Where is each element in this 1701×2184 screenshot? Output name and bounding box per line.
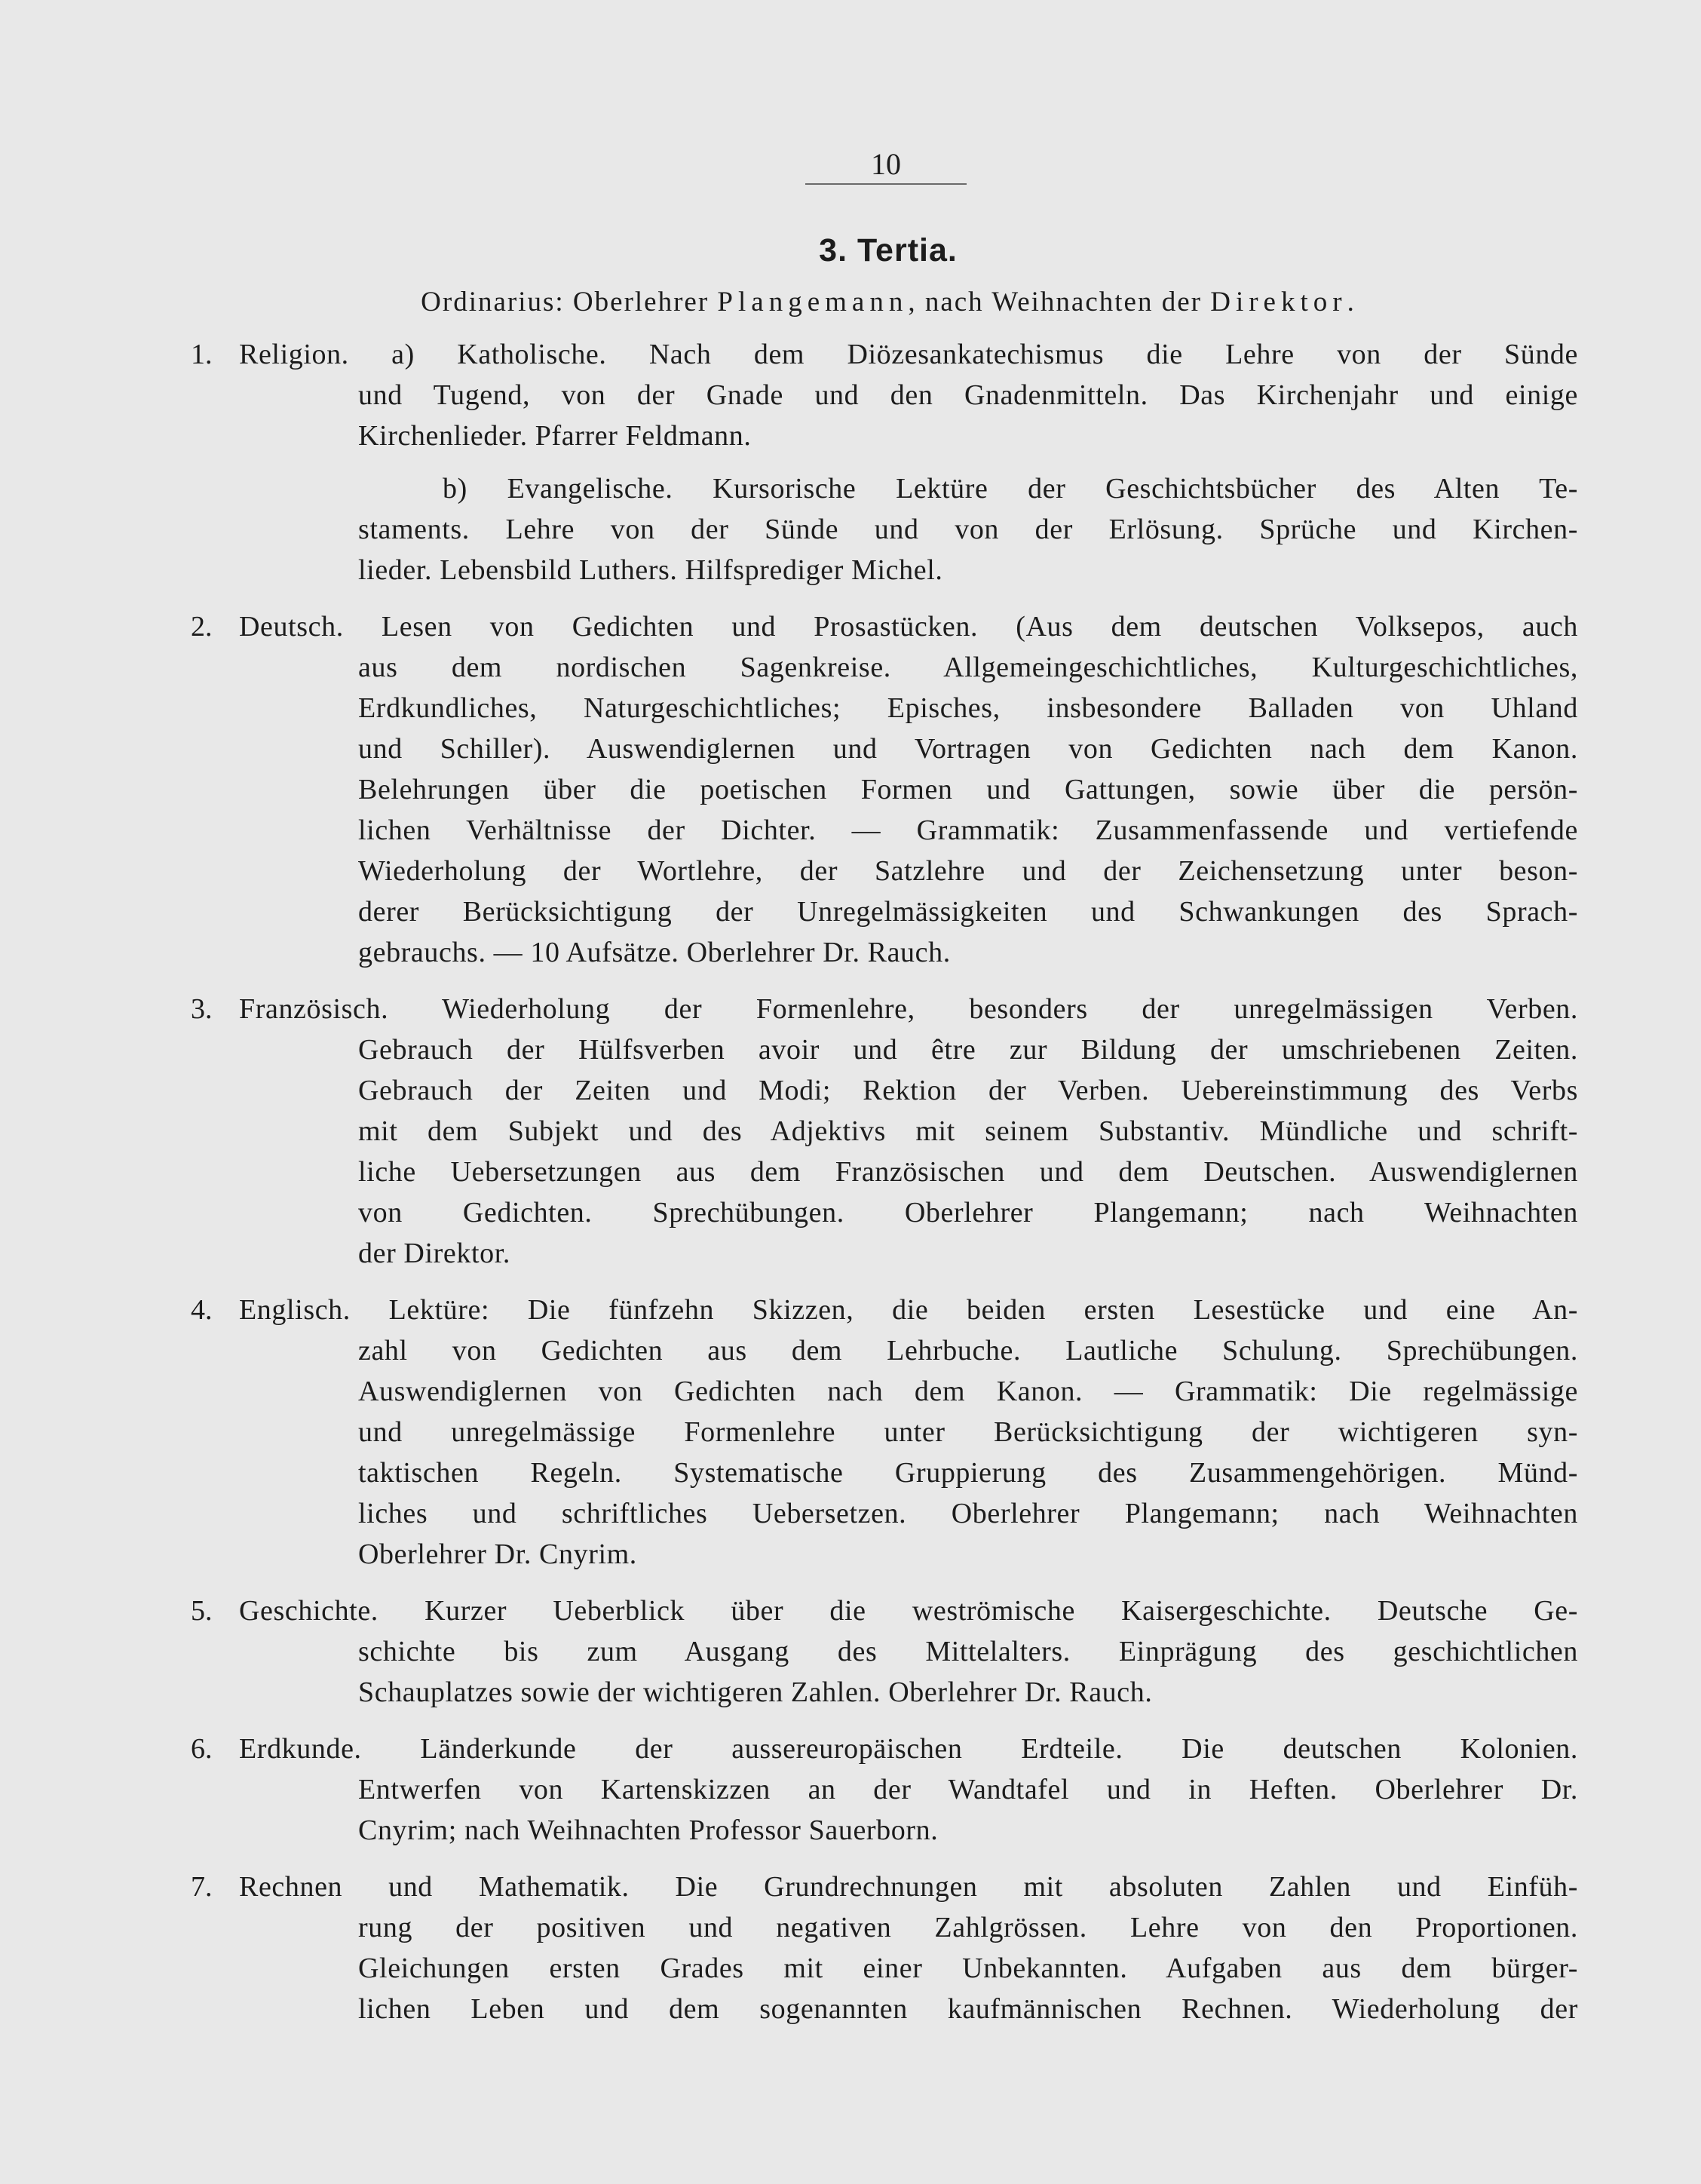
item-number: 7. [191, 1871, 213, 1903]
page-header [805, 147, 967, 185]
text-line: Religion. a) Katholische. Nach dem Diözesankatechismus die Lehre von der Sünde [239, 339, 1578, 370]
text-line: Erdkunde. Länderkunde der aussereuropäischen Erdteile. Die deutschen Kolonien. [239, 1733, 1578, 1765]
text-line: Auswendiglernen von Gedichten nach dem Kanon. — Grammatik: Die regelmässige [358, 1376, 1578, 1407]
text-line: Belehrungen über die poetischen Formen und Gattungen, sowie über die persön- [358, 774, 1578, 805]
item-number: 6. [191, 1733, 213, 1765]
page-number: 10 [871, 147, 901, 181]
item-number: 4. [191, 1294, 213, 1326]
text-line: staments. Lehre von der Sünde und von der Erlösung. Sprüche und Kirchen- [358, 514, 1578, 545]
ordinarius-teacher: Plangemann [717, 287, 909, 317]
ordinarius-suffix: . [1347, 287, 1356, 317]
text-line: aus dem nordischen Sagenkreise. Allgemeingeschichtliches, Kulturgeschichtliches, [358, 652, 1578, 683]
text-line: der Direktor. [358, 1238, 510, 1269]
curriculum-item-erdkunde [191, 1728, 1578, 1851]
text-line: Oberlehrer Dr. Cnyrim. [358, 1538, 637, 1570]
ordinarius-prefix: Ordinarius: Oberlehrer [421, 287, 718, 317]
ordinarius-middle: , nach Weihnachten der [908, 287, 1211, 317]
text-line: und Tugend, von der Gnade und den Gnadenmitteln. Das Kirchenjahr und einige [358, 379, 1578, 411]
curriculum-item-geschichte [191, 1590, 1578, 1713]
item-number: 5. [191, 1595, 213, 1627]
text-line: Geschichte. Kurzer Ueberblick über die weströmische Kaisergeschichte. Deutsche Ge- [239, 1595, 1578, 1627]
text-line: und unregelmässige Formenlehre unter Berücksichtigung der wichtigeren syn- [358, 1416, 1578, 1448]
curriculum-item-englisch [191, 1290, 1578, 1575]
text-line: zahl von Gedichten aus dem Lehrbuche. Lautliche Schulung. Sprechübungen. [358, 1335, 1578, 1367]
text-line: Rechnen und Mathematik. Die Grundrechnungen mit absoluten Zahlen und Einfüh- [239, 1871, 1578, 1903]
curriculum-list [191, 334, 1578, 2045]
text-line: Englisch. Lektüre: Die fünfzehn Skizzen, die beiden ersten Lesestücke und eine An- [239, 1294, 1578, 1326]
text-line: von Gedichten. Sprechübungen. Oberlehrer Plangemann; nach Weihnachten [358, 1197, 1578, 1228]
text-line: Französisch. Wiederholung der Formenlehre, besonders der unregelmässigen Verben. [239, 993, 1578, 1025]
text-line: liches und schriftliches Uebersetzen. Oberlehrer Plangemann; nach Weihnachten [358, 1498, 1578, 1529]
text-line: liche Uebersetzungen aus dem Französischen und dem Deutschen. Auswendiglernen [358, 1156, 1578, 1188]
text-line: Gebrauch der Hülfsverben avoir und être zur Bildung der umschriebenen Zeiten. [358, 1034, 1578, 1066]
ordinarius-line [0, 284, 1701, 321]
text-line: Kirchenlieder. Pfarrer Feldmann. [358, 420, 752, 452]
text-line: derer Berücksichtigung der Unregelmässigkeiten und Schwankungen des Sprach- [358, 896, 1578, 928]
item-number: 3. [191, 993, 213, 1025]
curriculum-item-deutsch [191, 606, 1578, 973]
text-line: Deutsch. Lesen von Gedichten und Prosastücken. (Aus dem deutschen Volksepos, auch [239, 611, 1578, 643]
text-line: Schauplatzes sowie der wichtigeren Zahlen. Oberlehrer Dr. Rauch. [358, 1676, 1153, 1708]
item-number: 2. [191, 611, 213, 643]
item-number: 1. [191, 339, 213, 370]
curriculum-item-franzoesisch [191, 989, 1578, 1274]
text-line: taktischen Regeln. Systematische Gruppierung des Zusammengehörigen. Münd- [358, 1457, 1578, 1489]
text-line: und Schiller). Auswendiglernen und Vortragen von Gedichten nach dem Kanon. [358, 733, 1578, 765]
text-line: rung der positiven und negativen Zahlgrössen. Lehre von den Proportionen. [358, 1912, 1578, 1943]
text-line: lieder. Lebensbild Luthers. Hilfsprediger Michel. [358, 554, 943, 586]
curriculum-item-mathematik [191, 1867, 1578, 2029]
text-line: Cnyrim; nach Weihnachten Professor Sauerborn. [358, 1814, 939, 1846]
text-line: b) Evangelische. Kursorische Lektüre der Geschichtsbücher des Alten Te- [443, 473, 1578, 505]
text-line: mit dem Subjekt und des Adjektivs mit seinem Substantiv. Mündliche und schrift- [358, 1115, 1578, 1147]
text-line: Gleichungen ersten Grades mit einer Unbekannten. Aufgaben aus dem bürger- [358, 1952, 1578, 1984]
text-line: Erdkundliches, Naturgeschichtliches; Episches, insbesondere Balladen von Uhland [358, 692, 1578, 724]
text-line: schichte bis zum Ausgang des Mittelalters. Einprägung des geschichtlichen [358, 1636, 1578, 1667]
text-line: Gebrauch der Zeiten und Modi; Rektion der Verben. Uebereinstimmung des Verbs [358, 1075, 1578, 1106]
text-line: Entwerfen von Kartenskizzen an der Wandtafel und in Heften. Oberlehrer Dr. [358, 1774, 1578, 1805]
text-line: lichen Leben und dem sogenannten kaufmännischen Rechnen. Wiederholung der [358, 1993, 1578, 2025]
header-rule [805, 183, 967, 185]
text-line: Wiederholung der Wortlehre, der Satzlehre und der Zeichensetzung unter beson- [358, 855, 1578, 887]
ordinarius-director: Direktor [1210, 287, 1347, 317]
text-line: lichen Verhältnisse der Dichter. — Grammatik: Zusammenfassende und vertiefende [358, 814, 1578, 846]
section-title: 3. Tertia. [819, 232, 958, 268]
curriculum-item-religion [191, 334, 1578, 590]
text-line: gebrauchs. — 10 Aufsätze. Oberlehrer Dr. Rauch. [358, 937, 951, 968]
